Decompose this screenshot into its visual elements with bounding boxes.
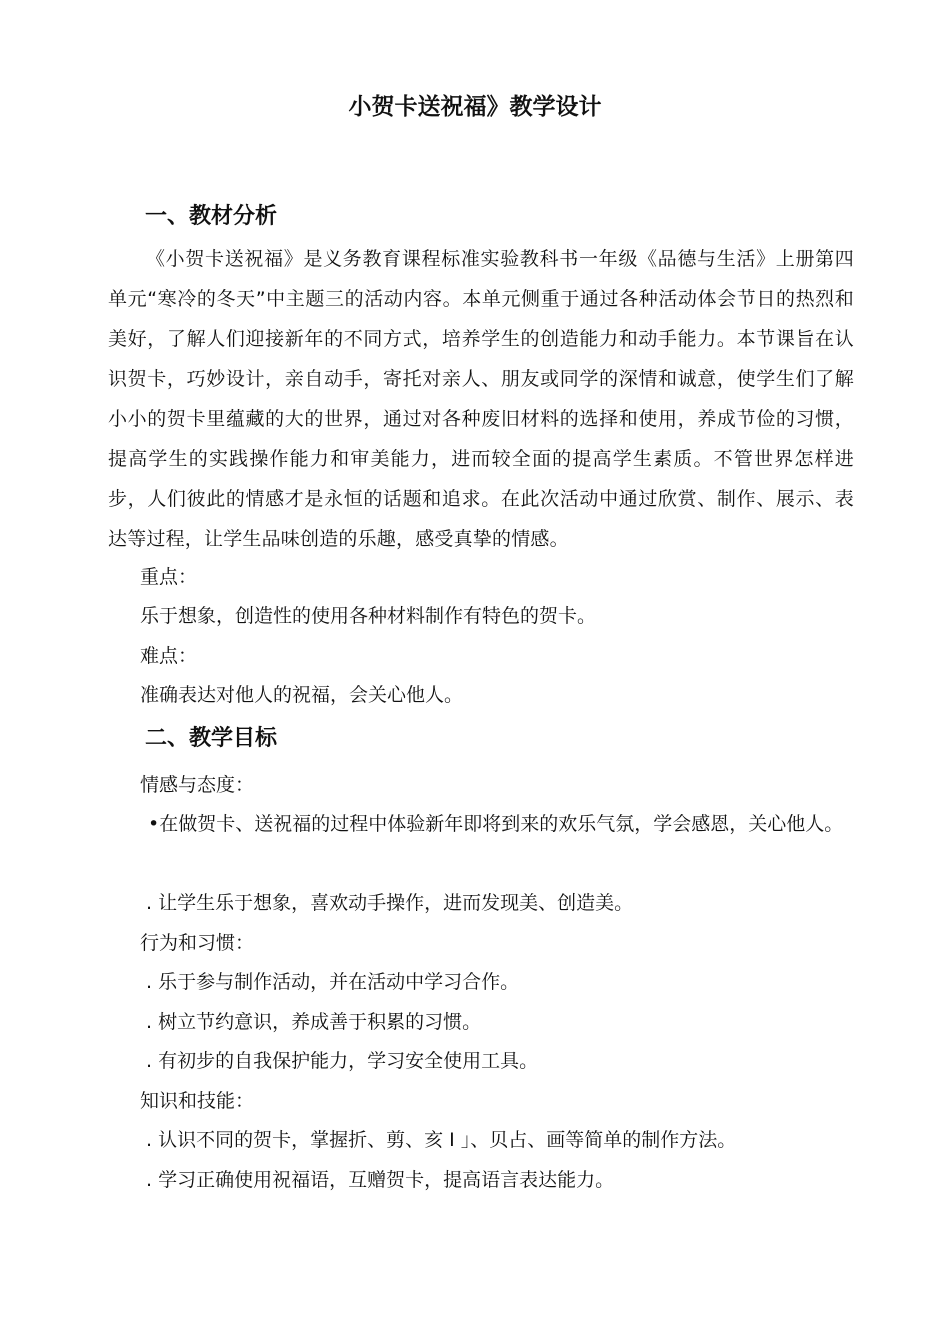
knowledge-skill-label: 知识和技能：: [140, 1090, 255, 1112]
difficulty-label: 难点：: [140, 645, 198, 667]
behavior-item-1: . 乐于参与制作活动，并在活动中学习合作。: [146, 971, 520, 993]
key-point-text: 乐于想象，创造性的使用各种材料制作有特色的贺卡。: [140, 605, 597, 627]
emotion-attitude-label: 情感与态度：: [140, 774, 255, 796]
emotion-item-1: •在做贺卡、送祝福的过程中体验新年即将到来的欢乐气氛，学会感恩，关心他人。: [148, 813, 844, 835]
knowledge-item-2: . 学习正确使用祝福语，互赠贺卡，提高语言表达能力。: [146, 1169, 615, 1191]
behavior-habit-label: 行为和习惯：: [140, 932, 255, 954]
emotion-item-2: . 让学生乐于想象，喜欢动手操作，进而发现美、创造美。: [146, 892, 634, 914]
behavior-item-3: . 有初步的自我保护能力，学习安全使用工具。: [146, 1050, 539, 1072]
knowledge-item-1: . 认识不同的贺卡，掌握折、剪、亥 I 」、贝占、画等简单的制作方法。: [146, 1129, 737, 1151]
section-heading-material-analysis: 一、教材分析: [145, 204, 278, 229]
key-point-label: 重点：: [140, 566, 198, 588]
section-heading-teaching-goals: 二、教学目标: [145, 726, 278, 751]
material-analysis-paragraph: 《小贺卡送祝福》是义务教育课程标准实验教科书一年级《品德与生活》上册第四单元“寒冷的冬天”中主题三的活动内容。本单元侧重于通过各种活动体会节日的热烈和美好，了解人们迎接新年的不同方式，培养学生的创造能力和动手能力。本节课旨在认识贺卡，巧妙设计，亲自动手，寄托对亲人、朋友或同学的深情和诚意，使学生们了解小小的贺卡里蕴藏的大的世界，通过对各种废旧材料的选择和使用，养成节俭的习惯，提高学生的实践操作能力和审美能力，进而较全面的提高学生素质。不管世界怎样进步，人们彼此的情感才是永恒的话题和追求。在此次活动中通过欣赏、制作、展示、表达等过程，让学生品味创造的乐趣，感受真挚的情感。: [108, 248, 854, 550]
difficulty-text: 准确表达对他人的祝福，会关心他人。: [140, 684, 464, 706]
document-title: 小贺卡送祝福》教学设计: [348, 94, 602, 120]
behavior-item-2: . 树立节约意识，养成善于积累的习惯。: [146, 1011, 482, 1033]
